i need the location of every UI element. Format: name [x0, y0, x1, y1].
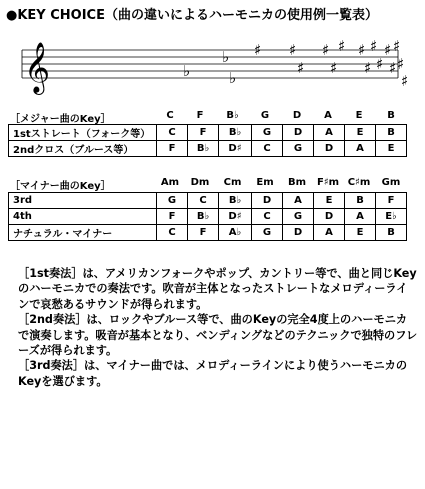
key-cell: D♯	[219, 209, 252, 225]
description-2nd: ［2nd奏法］は、ロックやブルース等で、曲のKeyの完全4度上のハーモニカで演奏します。吸音が基本となり、ベンディングなどのテクニックで独特のフレーズが得られます。	[18, 313, 418, 358]
key-cell: E	[314, 193, 345, 209]
key-cell: G	[252, 125, 283, 141]
major-column-header: C	[166, 110, 174, 121]
key-cell: E	[345, 225, 376, 241]
minor-column-header: Cm	[223, 177, 242, 188]
minor-key-table	[8, 192, 407, 241]
sharp-icon: ♯	[401, 72, 409, 90]
sharp-icon: ♯	[393, 37, 401, 55]
key-cell: A♭	[219, 225, 252, 241]
key-cell: A	[345, 209, 376, 225]
key-cell: D	[283, 125, 314, 141]
major-column-header: B♭	[226, 110, 239, 121]
sharp-icon: ♯	[330, 59, 338, 77]
key-cell: B♭	[188, 141, 219, 157]
sharp-icon: ♯	[384, 41, 392, 59]
minor-section-label: ［マイナー曲のKey］	[10, 181, 111, 192]
key-cell: D	[314, 209, 345, 225]
key-cell: D	[283, 225, 314, 241]
table-row	[9, 209, 407, 225]
page-title: ●KEY CHOICE（曲の違いによるハーモニカの使用例一覧表）	[6, 8, 378, 23]
flat-icon: ♭	[222, 48, 230, 66]
sharp-icon: ♯	[364, 59, 372, 77]
major-key-table	[8, 124, 407, 157]
technique-descriptions	[18, 266, 418, 389]
key-cell: D	[314, 141, 345, 157]
key-cell: G	[283, 141, 314, 157]
row-label: 2ndクロス（ブルース等）	[9, 141, 157, 157]
key-cell: E	[345, 125, 376, 141]
major-section-label: ［メジャー曲のKey］	[10, 114, 111, 125]
major-column-header: A	[324, 110, 332, 121]
key-cell: G	[283, 209, 314, 225]
key-cell: F	[188, 225, 219, 241]
key-cell: C	[157, 125, 188, 141]
major-column-header: F	[196, 110, 204, 121]
key-cell: A	[283, 193, 314, 209]
sharp-icon: ♯	[338, 37, 346, 55]
row-label: ナチュラル・マイナー	[9, 225, 157, 241]
table-row	[9, 225, 407, 241]
key-cell: B♭	[219, 125, 252, 141]
sharp-icon: ♯	[322, 41, 330, 59]
table-row	[9, 193, 407, 209]
minor-column-header: F♯m	[316, 177, 340, 188]
minor-column-header: Em	[256, 177, 274, 188]
sharp-icon: ♯	[297, 59, 305, 77]
row-label: 4th	[9, 209, 157, 225]
row-label: 3rd	[9, 193, 157, 209]
description-3rd: ［3rd奏法］は、マイナー曲では、メロディーラインにより使うハーモニカのKeyを選びます。	[18, 359, 408, 388]
key-cell: F	[188, 125, 219, 141]
key-cell: B	[376, 225, 407, 241]
minor-column-header: Bm	[287, 177, 307, 188]
major-column-header: B	[387, 110, 395, 121]
sharp-icon: ♯	[397, 55, 405, 73]
key-cell: C	[157, 225, 188, 241]
flat-icon: ♭	[183, 62, 191, 80]
description-1st: ［1st奏法］は、アメリカンフォークやポップ、カントリー等で、曲と同じKeyのハーモニカでの奏法です。吹音が主体となったストレートなメロディーラインで哀愁あるサウンドが得られます。	[18, 267, 417, 311]
key-cell: E♭	[376, 209, 407, 225]
key-cell: B♭	[188, 209, 219, 225]
sharp-icon: ♯	[376, 55, 384, 73]
sharp-icon: ♯	[358, 41, 366, 59]
row-label: 1stストレート（フォーク等）	[9, 125, 157, 141]
minor-column-header: Gm	[381, 177, 401, 188]
key-cell: G	[252, 225, 283, 241]
key-cell: F	[157, 209, 188, 225]
sharp-icon: ♯	[370, 37, 378, 55]
key-cell: B	[376, 125, 407, 141]
key-cell: B	[345, 193, 376, 209]
key-cell: C	[252, 141, 283, 157]
key-cell: A	[345, 141, 376, 157]
key-cell: F	[157, 141, 188, 157]
key-cell: A	[314, 225, 345, 241]
minor-column-header: C♯m	[347, 177, 371, 188]
major-column-header: D	[292, 110, 302, 121]
key-cell: E	[376, 141, 407, 157]
treble-clef-icon: 𝄞	[24, 42, 51, 93]
key-signature-accidentals	[183, 37, 408, 90]
key-cell: F	[376, 193, 407, 209]
key-cell: B♭	[219, 193, 252, 209]
sharp-icon: ♯	[254, 41, 262, 59]
sharp-icon: ♯	[389, 59, 397, 77]
key-cell: D	[252, 193, 283, 209]
flat-icon: ♭	[229, 69, 237, 87]
key-cell: G	[157, 193, 188, 209]
key-cell: C	[252, 209, 283, 225]
minor-column-header: Dm	[190, 177, 210, 188]
table-row	[9, 141, 407, 157]
major-column-header: G	[260, 110, 270, 121]
major-column-header: E	[355, 110, 363, 121]
key-signature-staff	[0, 0, 425, 110]
minor-column-header: Am	[160, 177, 180, 188]
key-cell: C	[188, 193, 219, 209]
key-cell: D♯	[219, 141, 252, 157]
key-cell: A	[314, 125, 345, 141]
sharp-icon: ♯	[289, 41, 297, 59]
table-row	[9, 125, 407, 141]
